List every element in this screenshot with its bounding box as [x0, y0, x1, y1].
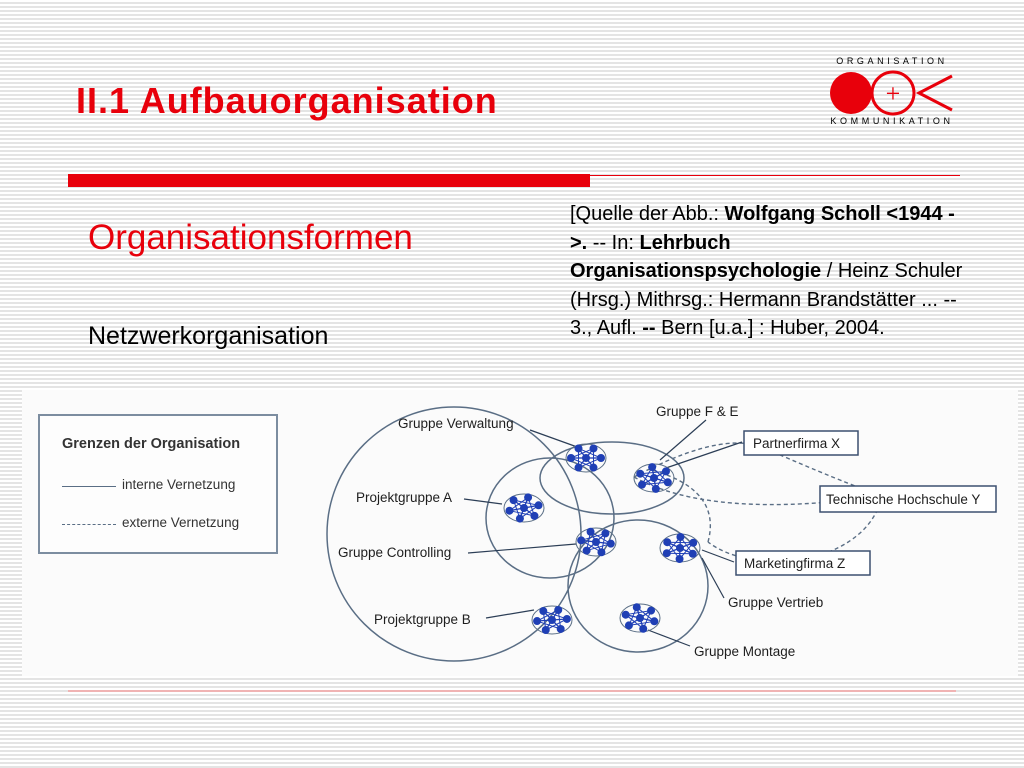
network-node	[575, 444, 583, 452]
leader-marketing	[702, 550, 734, 562]
organisation-kommunikation-logo	[826, 56, 958, 128]
legend-external-label: externe Vernetzung	[122, 515, 240, 530]
logo-mark	[826, 70, 958, 116]
leader-controlling	[468, 544, 576, 553]
label-vertrieb: Gruppe Vertrieb	[728, 595, 824, 610]
network-node	[510, 496, 518, 504]
source-dash: --	[642, 317, 656, 339]
label-verwaltung: Gruppe Verwaltung	[398, 416, 514, 431]
network-node	[663, 538, 671, 546]
cluster-projekt-b	[532, 606, 572, 634]
network-node	[524, 493, 532, 501]
label-projekt-a: Projektgruppe A	[356, 490, 453, 505]
source-publisher: Bern [u.a.] : Huber, 2004.	[655, 317, 885, 339]
network-node	[505, 507, 513, 515]
network-node	[516, 515, 524, 523]
source-citation	[570, 200, 970, 343]
leader-projekt-b	[486, 610, 534, 618]
network-node	[539, 607, 547, 615]
leader-vertrieb	[702, 558, 724, 598]
network-node	[650, 617, 658, 625]
network-node	[638, 481, 646, 489]
network-node	[648, 463, 656, 471]
network-node	[557, 625, 565, 633]
subheading: Organisationsformen	[88, 218, 413, 257]
network-node	[676, 555, 684, 563]
network-node	[563, 615, 571, 623]
network-node	[590, 444, 598, 452]
network-node	[639, 625, 647, 633]
leader-partnerfirma	[666, 442, 742, 468]
leader-montage	[648, 630, 690, 646]
network-node	[548, 616, 556, 624]
network-node	[601, 529, 609, 537]
network-node	[533, 617, 541, 625]
network-diagram	[22, 390, 1018, 676]
network-node	[625, 621, 633, 629]
logo-plus: +	[885, 79, 901, 108]
network-node	[577, 536, 585, 544]
source-book: Lehrbuch Organisationspsychologie	[570, 231, 822, 282]
network-node	[597, 454, 605, 462]
label-controlling: Gruppe Controlling	[338, 545, 452, 560]
network-node	[530, 512, 538, 520]
title-divider-bar	[68, 174, 590, 187]
network-node	[663, 549, 671, 557]
legend-title: Grenzen der Organisation	[62, 436, 241, 452]
network-node	[582, 454, 590, 462]
cluster-fe	[634, 463, 674, 493]
network-node	[689, 539, 697, 547]
network-node	[520, 504, 528, 512]
network-node	[592, 538, 600, 546]
network-node	[597, 548, 605, 556]
logo-angle	[919, 76, 952, 110]
cluster-controlling	[576, 528, 616, 557]
label-hochschule: Technische Hochschule Y	[826, 492, 981, 507]
network-organisation-label: Netzwerkorganisation	[88, 322, 329, 350]
network-node	[676, 544, 684, 552]
network-node	[567, 454, 575, 462]
network-node	[636, 470, 644, 478]
network-node	[535, 501, 543, 509]
leader-fe	[660, 420, 706, 460]
network-node	[664, 478, 672, 486]
network-node	[575, 464, 583, 472]
network-node	[587, 528, 595, 536]
source-in: -- In:	[587, 231, 640, 254]
logo-bottom-text: KOMMUNIKATION	[830, 116, 954, 126]
network-node	[662, 467, 670, 475]
network-node	[607, 540, 615, 548]
slide-title: II.1 Aufbauorganisation	[76, 80, 498, 121]
network-node	[590, 464, 598, 472]
legend-internal-label: interne Vernetzung	[122, 477, 236, 492]
internal-loop-left	[486, 458, 614, 578]
label-projekt-b: Projektgruppe B	[374, 612, 471, 627]
network-node	[554, 606, 562, 614]
label-partnerfirma: Partnerfirma X	[753, 436, 841, 451]
network-node	[650, 474, 658, 482]
leader-projekt-a	[464, 499, 502, 504]
network-node	[647, 607, 655, 615]
source-editors: / Heinz Schuler (Hrsg.) Mithrsg.: Hermann Brandstätter ... -- 3., Aufl.	[570, 260, 963, 339]
source-prefix: [Quelle der Abb.:	[570, 203, 725, 225]
network-node	[633, 603, 641, 611]
cluster-montage	[620, 603, 660, 632]
source-author: Wolfgang Scholl <1944 - >.	[570, 203, 955, 254]
network-node	[652, 485, 660, 493]
network-node	[622, 611, 630, 619]
logo-circle-filled	[830, 72, 872, 114]
label-fe: Gruppe F & E	[656, 404, 739, 419]
network-node	[583, 547, 591, 555]
network-node	[676, 533, 684, 541]
network-node	[636, 614, 644, 622]
network-node	[689, 550, 697, 558]
cluster-vertrieb	[660, 533, 700, 563]
network-node	[542, 626, 550, 634]
title-divider-line	[590, 175, 960, 176]
logo-top-text: ORGANISATION	[836, 56, 948, 66]
label-montage: Gruppe Montage	[694, 644, 796, 659]
footer-divider	[68, 690, 956, 692]
cluster-projekt-a	[504, 493, 544, 522]
label-marketingfirma: Marketingfirma Z	[744, 556, 846, 571]
